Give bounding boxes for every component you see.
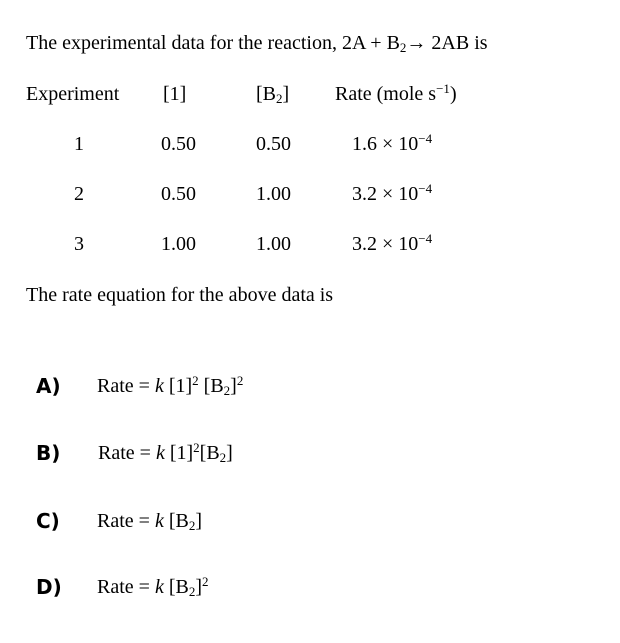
option-b[interactable] xyxy=(36,440,233,465)
table-cell-conc-b2: 1.00 xyxy=(256,183,291,205)
option-formula: Rate = k $[1]^2[B_2]$ xyxy=(98,440,233,465)
table-cell-rate: $3.2 \times 10^{-4}$ xyxy=(352,181,433,205)
option-formula: Rate = k $[B_2]$ xyxy=(97,510,202,533)
table-cell-conc-1: 0.50 xyxy=(161,133,196,155)
table-cell-experiment: 2 xyxy=(74,183,84,205)
option-letter: A) xyxy=(36,374,61,398)
option-formula: Rate = k $[B_2]^2$ xyxy=(97,574,209,599)
table-cell-rate: $3.2 \times 10^{-4}$ xyxy=(352,231,433,255)
header-concentration-1: [1] xyxy=(163,83,187,105)
question-prompt: The rate equation for the above data is xyxy=(26,284,334,306)
intro-suffix: 2AB is xyxy=(426,32,488,54)
header-experiment: Experiment xyxy=(26,83,120,105)
table-cell-conc-1: 0.50 xyxy=(161,183,196,205)
table-cell-conc-b2: 0.50 xyxy=(256,133,291,155)
option-formula: Rate = k $[1]^2$ $[B_2]^2$ xyxy=(97,373,244,398)
table-cell-rate: $1.6 \times 10^{-4}$ xyxy=(352,131,433,155)
option-c[interactable] xyxy=(36,509,202,533)
header-concentration-b2: $[B_2]$ xyxy=(256,83,290,106)
table-cell-experiment: 3 xyxy=(74,233,84,255)
option-letter: D) xyxy=(36,575,62,599)
table-cell-experiment: 1 xyxy=(74,133,84,155)
intro-text: The experimental data for the reaction, 2A + B xyxy=(26,32,400,54)
intro-subscript: 2 xyxy=(399,40,407,55)
reaction-arrow: → xyxy=(406,32,427,54)
option-letter: C) xyxy=(36,509,60,533)
option-a[interactable] xyxy=(36,373,244,398)
header-rate: Rate (mole $s^{-1}$) xyxy=(335,81,457,105)
question-intro xyxy=(26,33,488,53)
option-letter: B) xyxy=(36,441,61,465)
table-cell-conc-1: 1.00 xyxy=(161,233,196,255)
option-d[interactable] xyxy=(36,574,209,599)
table-cell-conc-b2: 1.00 xyxy=(256,233,291,255)
